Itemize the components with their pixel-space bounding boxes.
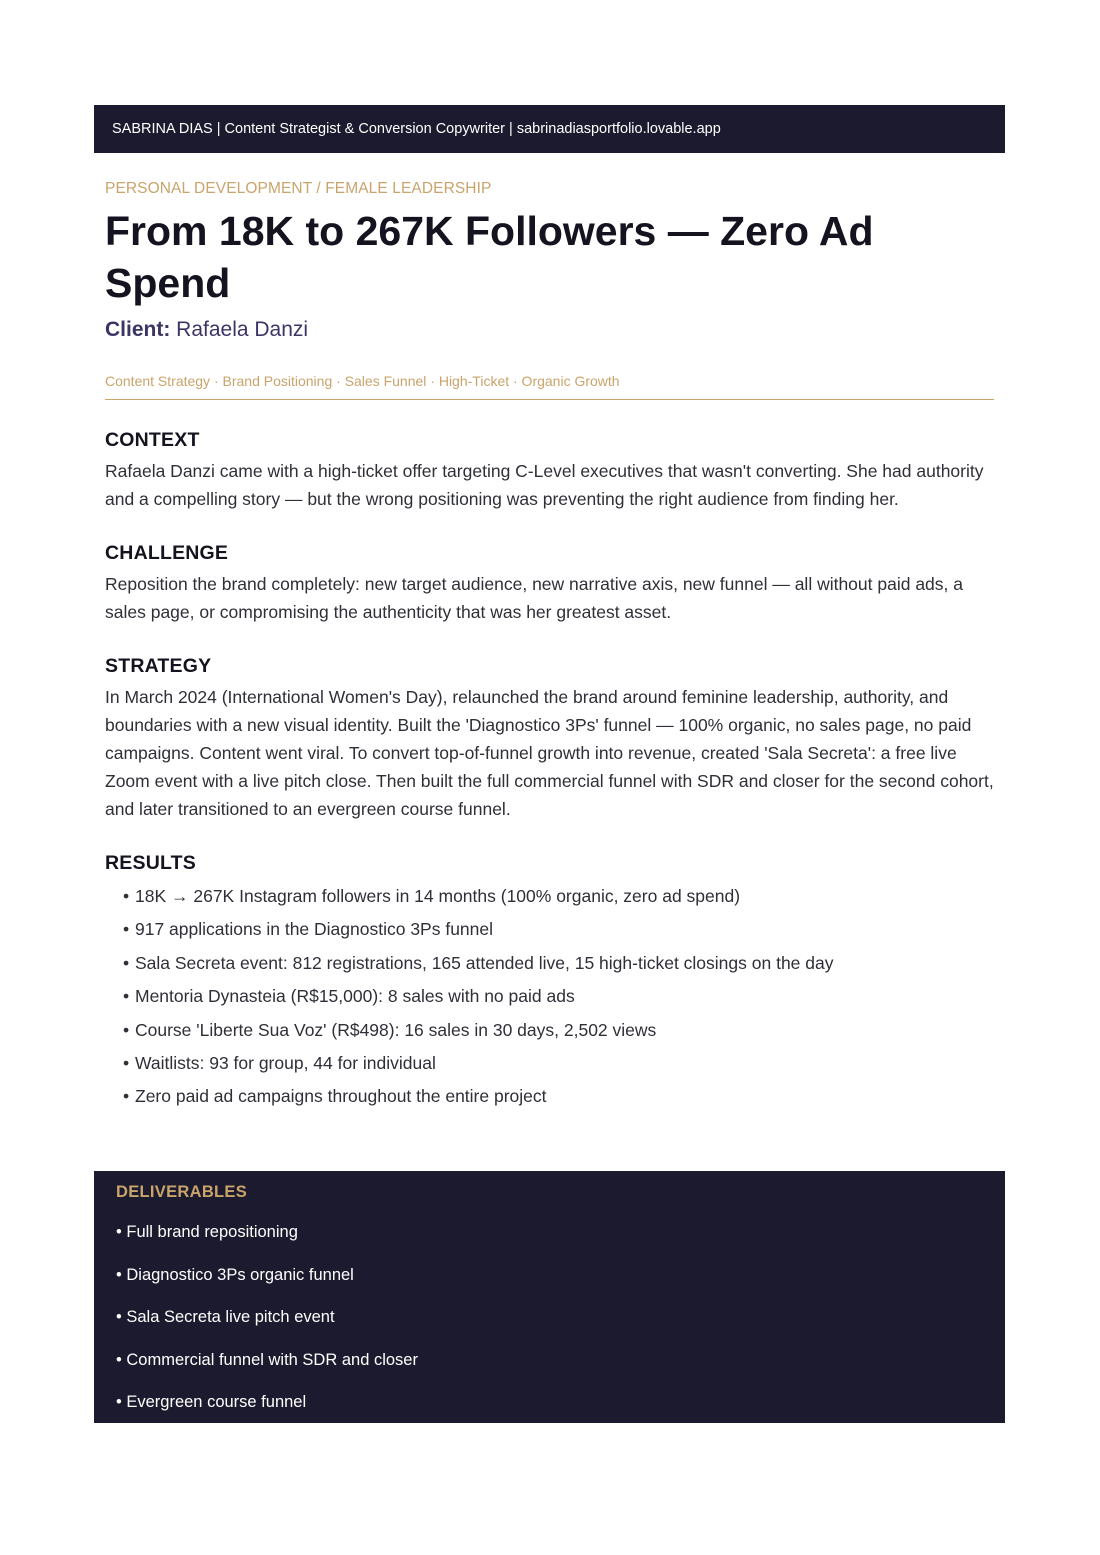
list-item <box>123 980 995 1013</box>
list-item: • Diagnostico 3Ps organic funnel <box>116 1265 354 1284</box>
list-item <box>123 880 995 913</box>
client-line <box>105 315 995 345</box>
list-item: • Sala Secreta live pitch event <box>116 1308 335 1327</box>
page-title: From 18K to 267K Followers — Zero Ad Spend <box>105 208 874 306</box>
result-text: Mentoria Dynasteia (R$15,000): 8 sales with no paid ads <box>135 986 575 1007</box>
bullet: • <box>123 986 130 1007</box>
header-bar <box>94 105 1005 153</box>
context-body: Rafaela Danzi came with a high-ticket offer targeting C-Level executives that wasn't converting. She had authority and a compelling story — but the wrong positioning was preventing the right audience from finding her. <box>105 461 984 509</box>
bullet: • <box>123 1019 130 1040</box>
deliverables-panel <box>94 1171 1005 1423</box>
result-text: Sala Secreta event: 812 registrations, 165 attended live, 15 high-ticket closings on the day <box>135 952 834 973</box>
list-item: • Commercial funnel with SDR and closer <box>116 1350 418 1369</box>
list-item: • Evergreen course funnel <box>116 1393 307 1412</box>
header-text: SABRINA DIAS | Content Strategist & Conversion Copywriter | sabrinadiasportfolio.lovable.app <box>112 121 721 137</box>
deliverables-list <box>116 1211 1005 1424</box>
result-text: 917 applications in the Diagnostico 3Ps funnel <box>135 919 494 940</box>
category-label: PERSONAL DEVELOPMENT / FEMALE LEADERSHIP <box>105 180 492 197</box>
result-text: Zero paid ad campaigns throughout the entire project <box>135 1086 547 1107</box>
list-item <box>123 947 995 980</box>
tag-list: Content Strategy · Brand Positioning · Sales Funnel · High-Ticket · Organic Growth <box>105 373 620 389</box>
results-list <box>123 880 995 1114</box>
list-item <box>123 1047 995 1080</box>
challenge-heading: CHALLENGE <box>105 542 229 564</box>
deliverables-heading: DELIVERABLES <box>116 1183 248 1201</box>
bullet: • <box>123 1053 130 1074</box>
challenge-body: Reposition the brand completely: new target audience, new narrative axis, new funnel — all without paid ads, a sales page, or compromising the authenticity that was her greatest asset. <box>105 574 963 622</box>
case-study-content <box>105 178 995 1114</box>
result-text: Waitlists: 93 for group, 44 for individual <box>135 1053 436 1074</box>
list-item <box>123 913 995 946</box>
bullet: • <box>123 886 130 906</box>
divider <box>105 399 994 400</box>
results-heading: RESULTS <box>105 852 196 874</box>
list-item <box>123 1014 995 1047</box>
list-item <box>123 1080 995 1113</box>
list-item: • Full brand repositioning <box>116 1223 298 1241</box>
client-name: Rafaela Danzi <box>176 318 309 341</box>
bullet: • <box>123 952 130 973</box>
strategy-body: In March 2024 (International Women's Day), relaunched the brand around feminine leadership, authority, and boundaries with a new visual identity. Built the 'Diagnostico 3Ps' funnel — 100% organic, no sales page, no paid campaigns. Content went viral. To convert top-of-funnel growth into revenue, created 'Sala Secreta': a free live Zoom event with a live pitch close. Then built the full commercial funnel with SDR and closer for the second cohort, and later transitioned to an evergreen course funnel. <box>105 687 994 819</box>
bullet: • <box>123 919 130 940</box>
client-label: Client: <box>105 318 171 341</box>
strategy-heading: STRATEGY <box>105 655 212 677</box>
bullet: • <box>123 1086 130 1107</box>
result-text: 18K → 267K Instagram followers in 14 months (100% organic, zero ad spend) <box>135 886 741 906</box>
context-heading: CONTEXT <box>105 429 200 451</box>
result-text: Course 'Liberte Sua Voz' (R$498): 16 sales in 30 days, 2,502 views <box>135 1019 657 1040</box>
